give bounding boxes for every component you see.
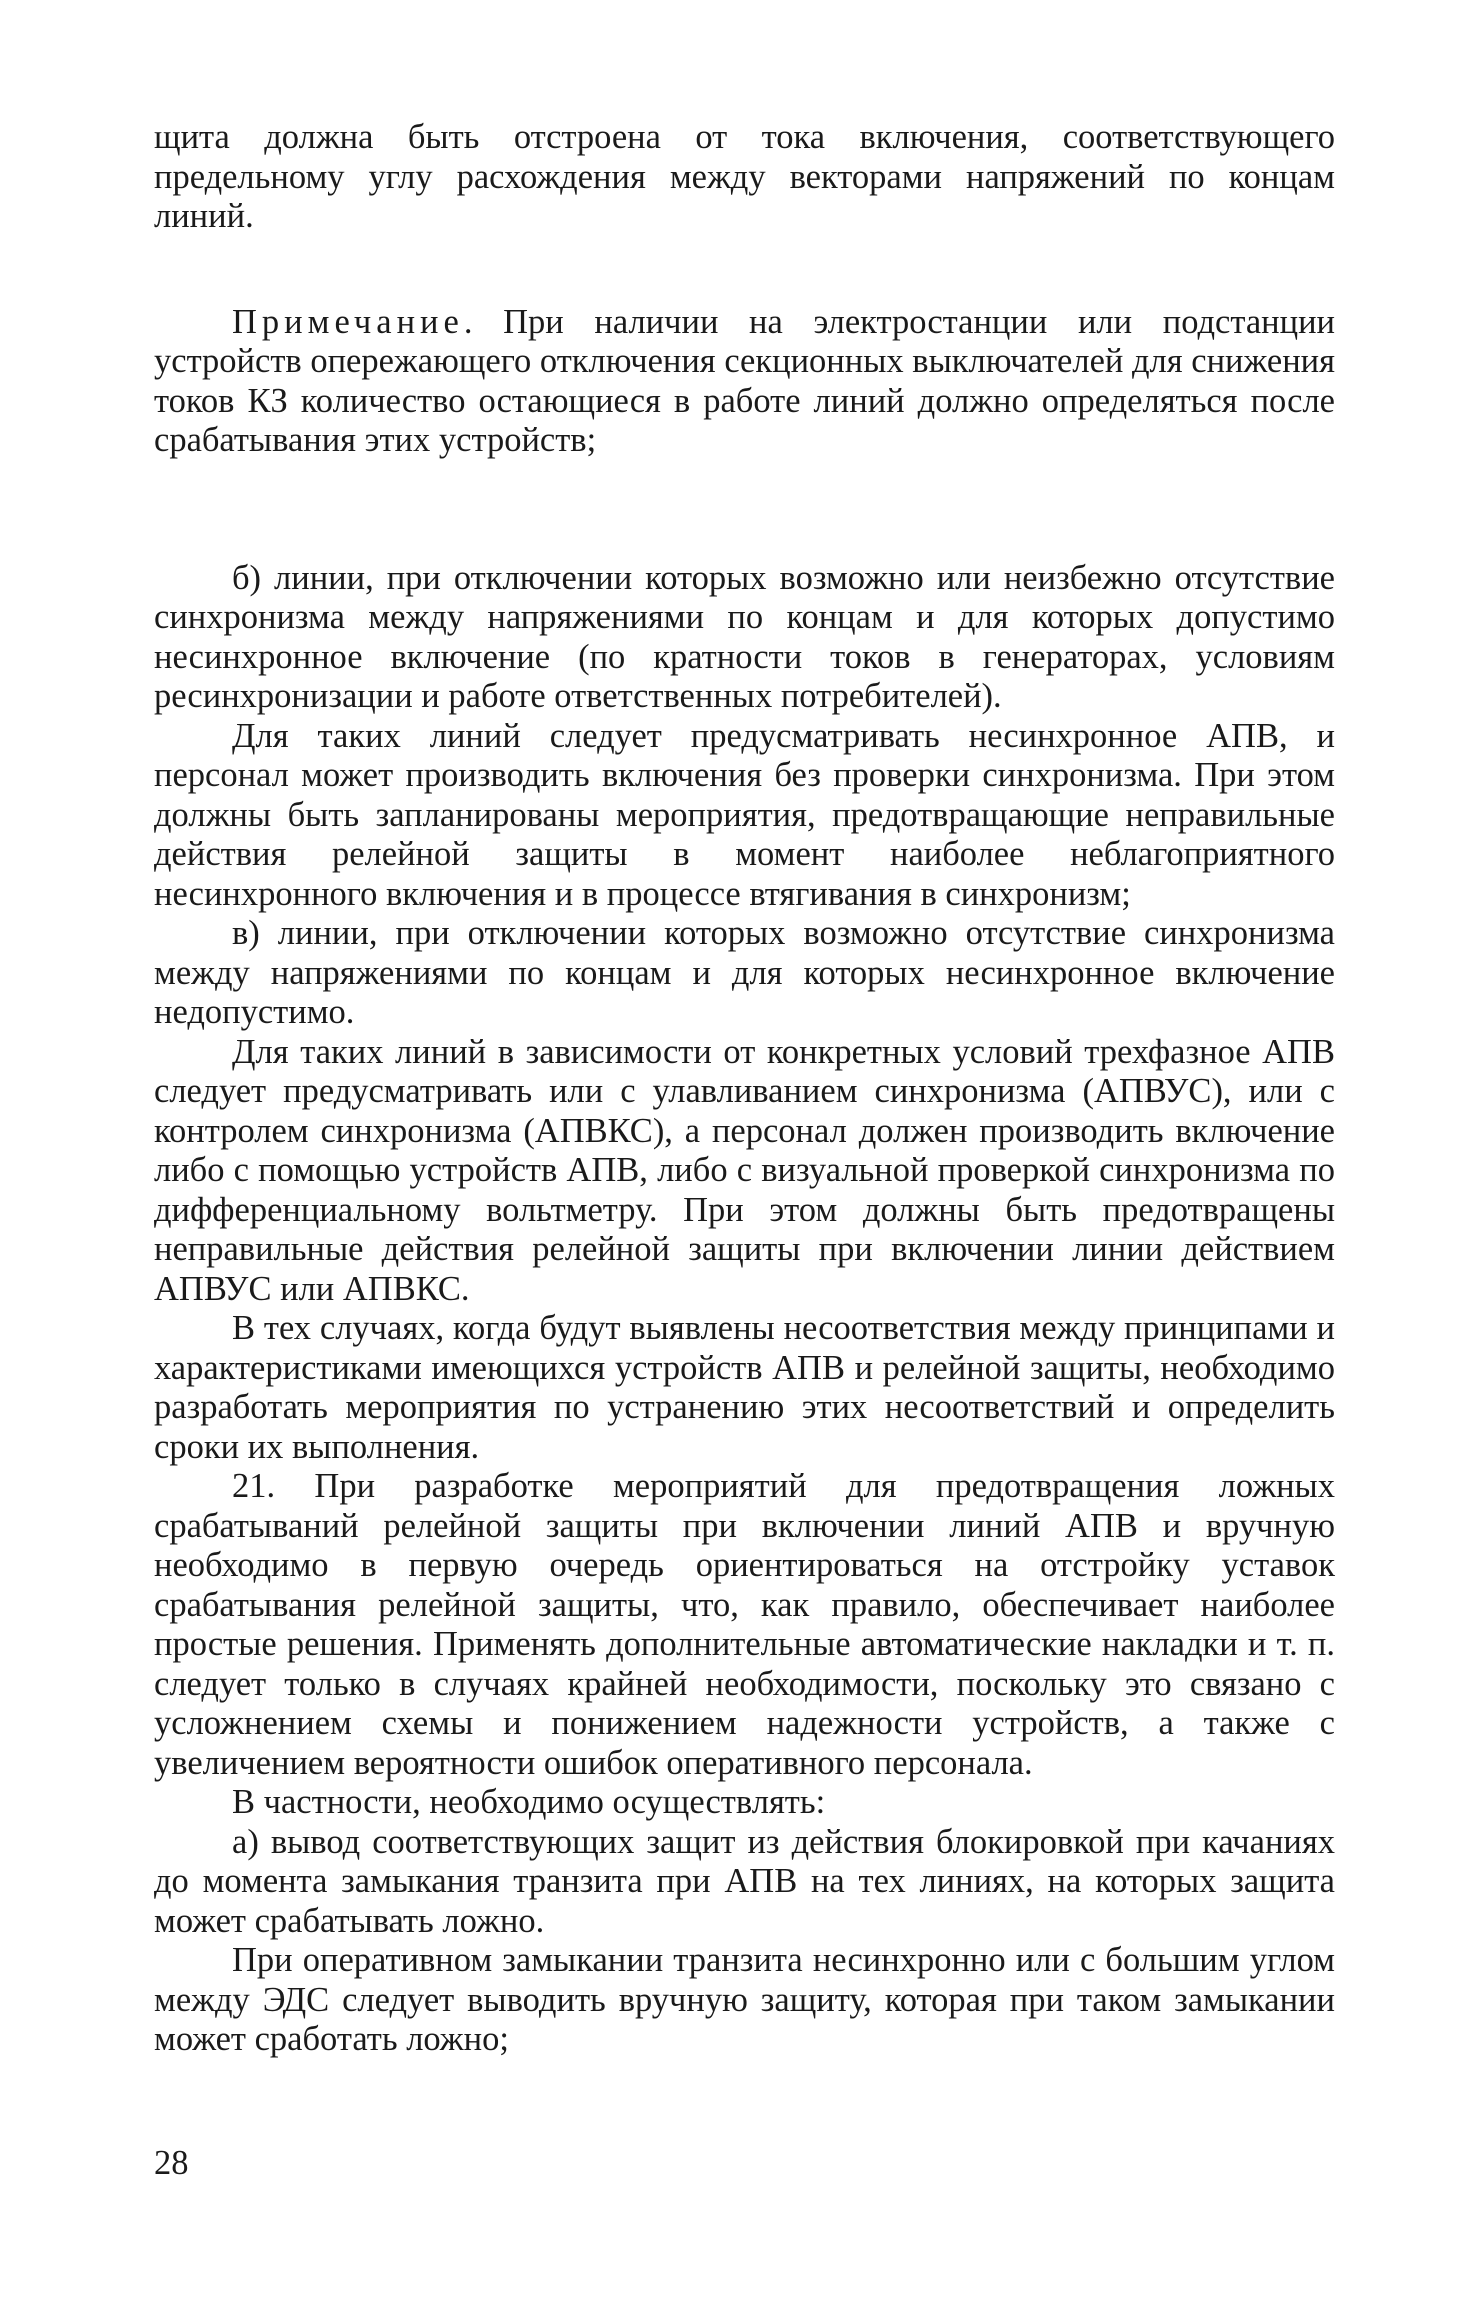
document-page — [154, 118, 1335, 2198]
paragraph-item-b: б) линии, при отключении которых возможно или неизбежно отсутствие синхронизма между напряжениями по концам и для которых допустимо несинхронное включение (по кратности токов в генераторах, условиям ресинхронизации и работе ответственных потребителей). — [154, 558, 1335, 715]
paragraph-item-a: а) вывод соответствующих защит из действия блокировкой при качаниях до момента замыкания транзита при АПВ на тех линиях, на которых защита может срабатывать ложно. — [154, 1822, 1335, 1940]
paragraph-item-v: в) линии, при отключении которых возможно отсутствие синхронизма между напряжениями по концам и для которых несинхронное включение недопустимо. — [154, 914, 1335, 1031]
paragraph-item-b-details: Для таких линий следует предусматривать несинхронное АПВ, и персонал может производить включения без проверки синхронизма. При этом должны быть запланированы мероприятия, предотвращающие неправильные действия релейной защиты в момент наиболее неблагоприятного несинхронного включения и в процессе втягивания в синхронизм; — [154, 716, 1335, 913]
note-paragraph — [154, 303, 1335, 461]
paragraph-operative-closing: При оперативном замыкании транзита несинхронно или с большим углом между ЭДС следует выводить вручную защиту, которая при таком замыкании может сработать ложно; — [154, 1941, 1335, 2058]
paragraph-clause-21: 21. При разработке мероприятий для предотвращения ложных срабатываний релейной защиты при включении линий АПВ и вручную необходимо в первую очередь ориентироваться на отстройку уставок срабатывания релейной защиты, что, как правило, обеспечивает наиболее простые решения. Применять дополнительные автоматические накладки и т. п. следует только в случаях крайней необходимости, поскольку это связано с усложнением схемы и понижением надежности устройств, а также с увеличением вероятности ошибок оперативного персонала. — [154, 1467, 1335, 1782]
note-label: Примечание — [232, 302, 464, 341]
paragraph-discrepancies: В тех случаях, когда будут выявлены несоответствия между принципами и характеристиками имеющихся устройств АПВ и релейной защиты, необходимо разработать мероприятия по устранению этих несоответствий и определить сроки их выполнения. — [154, 1309, 1335, 1466]
paragraph-item-v-details: Для таких линий в зависимости от конкретных условий трехфазное АПВ следует предусматривать или с улавливанием синхронизма (АПВУС), или с контролем синхронизма (АПВКС), а персонал должен производить включение либо с помощью устройств АПВ, либо с визуальной проверкой синхронизма по дифференциальному вольтметру. При этом должны быть предотвращены неправильные действия релейной защиты при включении линии действием АПВУС или АПВКС. — [154, 1032, 1335, 1308]
page-number: 28 — [154, 2144, 189, 2182]
note-text: . При наличии на электростанции или подстанции устройств опережающего отключения секционных выключателей для снижения токов КЗ количество остающиеся в работе линий должно определяться после срабатывания этих устройств; — [154, 302, 1335, 459]
paragraph-in-particular: В частности, необходимо осуществлять: — [232, 1783, 826, 1821]
paragraph-continuation: щита должна быть отстроена от тока включения, соответствующего предельному углу расхождения между векторами напряжений по концам линий. — [154, 118, 1335, 235]
